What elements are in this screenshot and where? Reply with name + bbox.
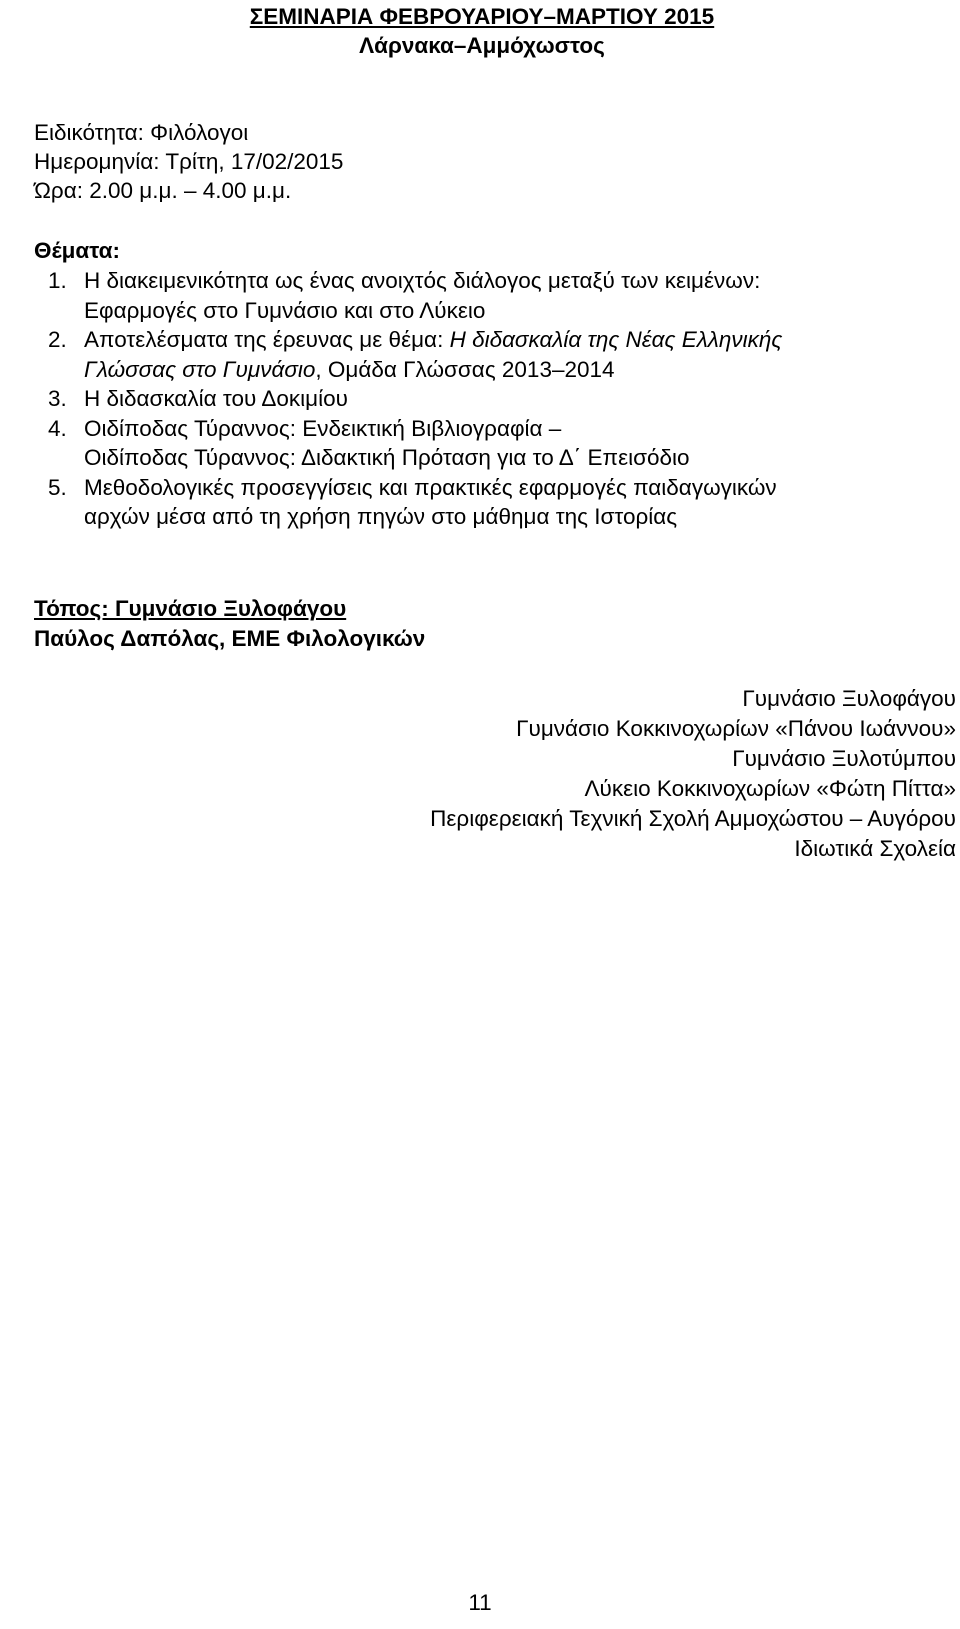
item-number: 1. xyxy=(48,268,67,293)
topics-list xyxy=(48,266,948,532)
venue-block xyxy=(34,594,425,654)
item-number: 4. xyxy=(48,415,67,441)
time-text: Ώρα: 2.00 μ.μ. – 4.00 μ.μ. xyxy=(34,178,292,203)
item-text: Αποτελέσματα της έρευνας με θέμα: xyxy=(84,327,450,352)
item-number: 5. xyxy=(48,474,67,500)
item-text: Εφαρμογές στο Γυμνάσιο και στο Λύκειο xyxy=(84,297,486,323)
item-number: 3. xyxy=(48,386,67,411)
item-text: αρχών μέσα από τη χρήση πηγών στο μάθημα της Ιστορίας xyxy=(84,504,678,529)
item-text-line xyxy=(84,325,948,355)
item-text: Μεθοδολογικές προσεγγίσεις και πρακτικές εφαρμογές παιδαγωγικών xyxy=(84,474,777,500)
seminar-info xyxy=(34,118,343,205)
page-number: 11 xyxy=(468,1590,492,1615)
school-item: Γυμνάσιο Κοκκινοχωρίων «Πάνου Ιωάννου» xyxy=(516,716,956,741)
presenter-name: Παύλος Δαπόλας, ΕΜΕ Φιλολογικών xyxy=(34,626,426,651)
participating-schools xyxy=(430,684,956,864)
page-subtitle: Λάρνακα–Αμμόχωστος xyxy=(359,33,605,58)
school-item: Γυμνάσιο Ξυλοτύμπου xyxy=(732,746,956,771)
item-text: Οιδίποδας Τύραννος: Ενδεικτική Βιβλιογραφία – xyxy=(84,415,562,441)
school-item: Λύκειο Κοκκινοχωρίων «Φώτη Πίττα» xyxy=(584,776,956,801)
list-item xyxy=(48,473,948,532)
header xyxy=(212,2,752,60)
item-italic-text: Η διδασκαλία της Νέας Ελληνικής xyxy=(449,327,783,352)
item-text: Οιδίποδας Τύραννος: Διδακτική Πρόταση για το Δ΄ Επεισόδιο xyxy=(84,445,690,470)
list-item xyxy=(48,414,948,473)
item-text: Η διδασκαλία του Δοκιμίου xyxy=(84,386,348,411)
school-item: Ιδιωτικά Σχολεία xyxy=(794,836,956,861)
topics-heading: Θέματα: xyxy=(34,238,120,263)
list-item xyxy=(48,325,948,384)
venue-location: Τόπος: Γυμνάσιο Ξυλοφάγου xyxy=(34,596,347,621)
item-text: , Ομάδα Γλώσσας 2013–2014 xyxy=(315,356,615,382)
page-title: ΣΕΜΙΝΑΡΙΑ ΦΕΒΡΟΥΑΡΙΟΥ–ΜΑΡΤΙΟΥ 2015 xyxy=(249,4,715,29)
item-italic-text: Γλώσσας στο Γυμνάσιο xyxy=(84,356,316,382)
item-number: 2. xyxy=(48,327,67,352)
date-text: Ημερομηνία: Τρίτη, 17/02/2015 xyxy=(34,149,344,174)
list-item xyxy=(48,266,948,325)
specialty-text: Ειδικότητα: Φιλόλογοι xyxy=(34,120,249,145)
item-text-line xyxy=(84,355,948,385)
school-item: Περιφερειακή Τεχνική Σχολή Αμμοχώστου – Αυγόρου xyxy=(430,806,956,831)
item-text: Η διακειμενικότητα ως ένας ανοιχτός διάλογος μεταξύ των κειμένων: xyxy=(84,268,761,293)
school-item: Γυμνάσιο Ξυλοφάγου xyxy=(742,686,956,711)
list-item xyxy=(48,384,948,414)
